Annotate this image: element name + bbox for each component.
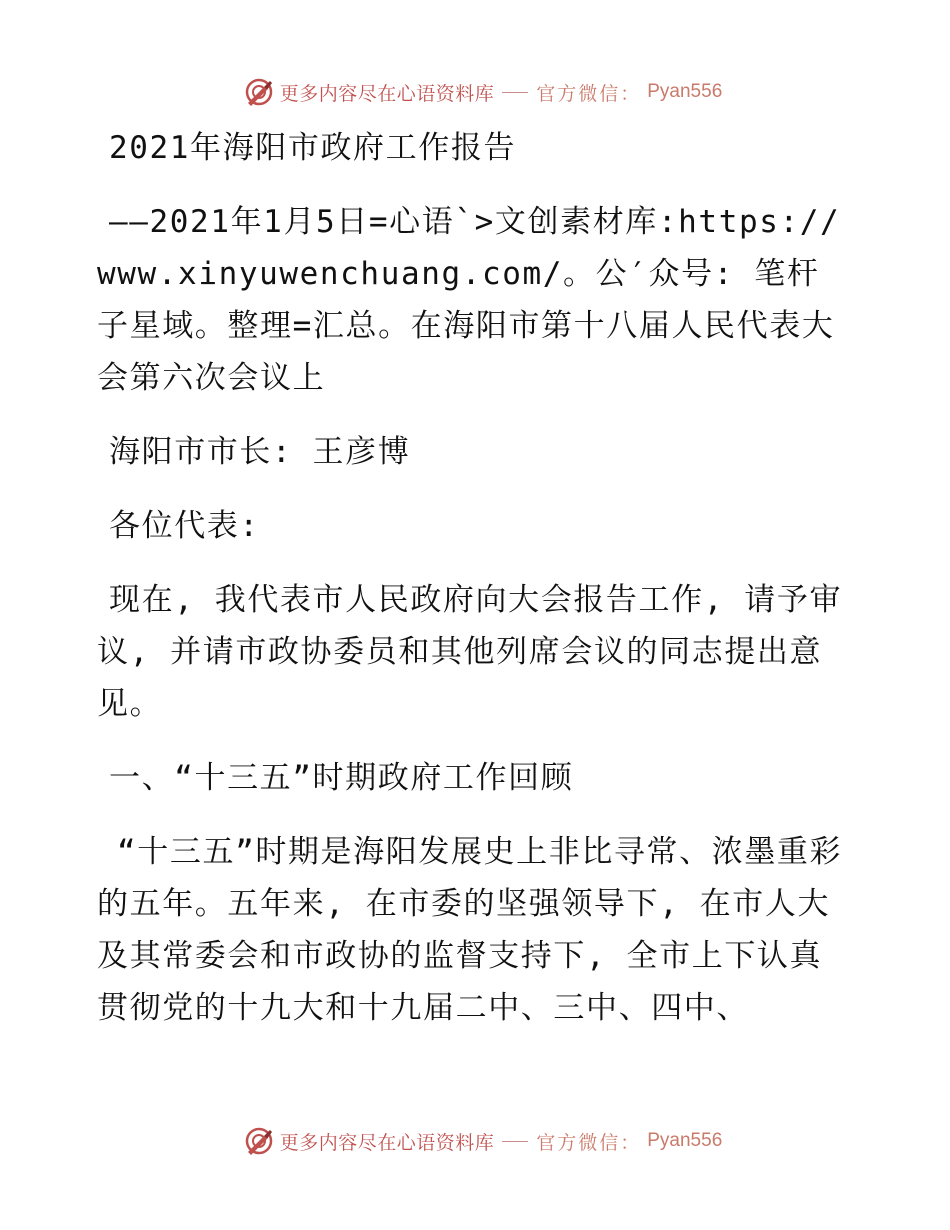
paragraph-intro: 现在, 我代表市人民政府向大会报告工作, 请予审议, 并请市政协委员和其他列席会议的同志提出意见。: [97, 582, 843, 722]
banner-wechat-id: Pyan556: [647, 1130, 723, 1151]
banner-wechat-id: Pyan556: [647, 81, 723, 102]
document-meta: ——2021年1月5日=心语`>文创素材库:https://www.xinyuwenchuang.com/。公′众号: 笔杆子星域。整理=汇总。在海阳市第十八届人民代表大会第六次会议上: [97, 204, 841, 396]
banner-wechat-label: 官方微信：: [536, 1131, 642, 1154]
speaker-line: 海阳市市长: 王彦博: [109, 434, 411, 470]
header-banner: [0, 75, 950, 109]
banner-dash: [502, 92, 528, 93]
section-heading: 一、“十三五”时期政府工作回顾: [109, 760, 574, 796]
document-title: 2021年海阳市政府工作报告: [109, 130, 517, 166]
banner-content-footer: [244, 1126, 723, 1156]
pen-logo-icon: [244, 1126, 274, 1156]
banner-content: [244, 77, 723, 107]
pen-logo-icon: [244, 77, 274, 107]
footer-banner: [0, 1124, 950, 1158]
banner-text: 更多内容尽在心语资料库: [279, 82, 495, 105]
document-body: [97, 122, 849, 1034]
salutation: 各位代表:: [109, 508, 260, 544]
banner-text: 更多内容尽在心语资料库: [279, 1131, 495, 1154]
banner-wechat-label: 官方微信：: [536, 82, 642, 105]
paragraph-review: “十三五”时期是海阳发展史上非比寻常、浓墨重彩的五年。五年来, 在市委的坚强领导下, 在市人大及其常委会和市政协的监督支持下, 全市上下认真贯彻党的十九大和十九届二中、三中、四中、: [97, 834, 843, 1026]
banner-dash: [502, 1141, 528, 1142]
